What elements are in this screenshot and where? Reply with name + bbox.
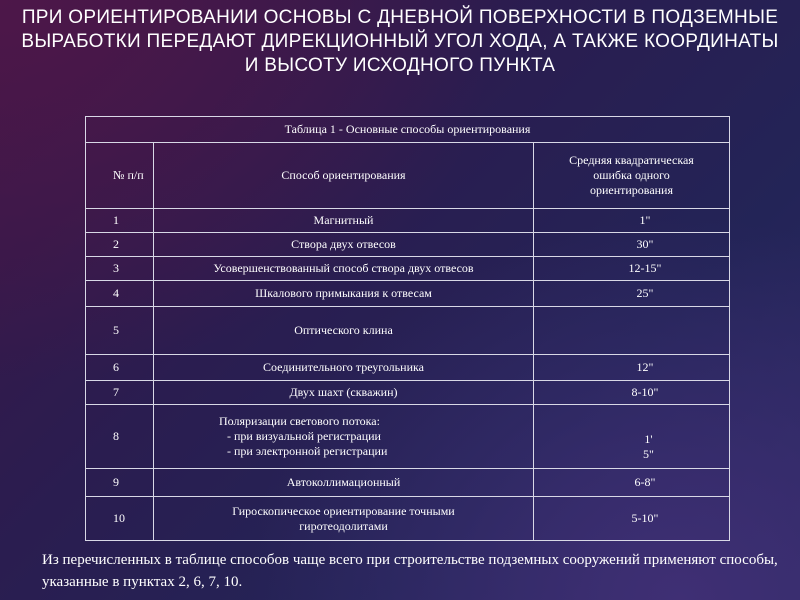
row-error: 6-8" (534, 469, 730, 497)
table-row (86, 355, 730, 381)
row-error: 1" (534, 209, 730, 233)
row-number: 10 (86, 497, 154, 541)
row-method: Автоколлимационный (154, 469, 534, 497)
row-method: Створа двух отвесов (154, 233, 534, 257)
polarization-visual: - при визуальной регистрации (227, 429, 381, 443)
table-row (86, 381, 730, 405)
row-number: 8 (86, 405, 154, 469)
row-error: 25" (534, 281, 730, 307)
row-number: 6 (86, 355, 154, 381)
row-error: 12-15" (534, 257, 730, 281)
header-method: Способ ориентирования (154, 143, 534, 209)
table-row (86, 281, 730, 307)
row-number: 9 (86, 469, 154, 497)
header-error: Средняя квадратическая ошибка одного ориентирования (534, 143, 730, 209)
row-method: Магнитный (154, 209, 534, 233)
table-row (86, 497, 730, 541)
row-number: 2 (86, 233, 154, 257)
row-error (534, 405, 730, 469)
row-number: 5 (86, 307, 154, 355)
polarization-visual-error: 1' (644, 432, 653, 446)
slide-title: ПРИ ОРИЕНТИРОВАНИИ ОСНОВЫ С ДНЕВНОЙ ПОВЕРХНОСТИ В ПОДЗЕМНЫЕ ВЫРАБОТКИ ПЕРЕДАЮТ ДИРЕКЦИОННЫЙ УГОЛ ХОДА, А ТАКЖЕ КООРДИНАТЫ И ВЫСОТУ ИСХОДНОГО ПУНКТА (21, 7, 779, 76)
row-error: 8-10" (534, 381, 730, 405)
header-number: № п/п (86, 143, 154, 209)
table-caption-row (86, 117, 730, 143)
table-row (86, 307, 730, 355)
polarization-title: Поляризации светового потока: (219, 414, 380, 428)
row-method: Гироскопическое ориентирование точными гиротеодолитами (154, 497, 534, 541)
row-error: 5-10" (534, 497, 730, 541)
table-row (86, 469, 730, 497)
row-method: Усовершенствованный способ створа двух отвесов (154, 257, 534, 281)
table-row (86, 405, 730, 469)
row-method (154, 405, 534, 469)
row-number: 7 (86, 381, 154, 405)
row-error: 30" (534, 233, 730, 257)
table-header-row (86, 143, 730, 209)
orientation-methods-table (85, 116, 730, 541)
row-error: 12" (534, 355, 730, 381)
row-method: Шкалового примыкания к отвесам (154, 281, 534, 307)
table-row (86, 233, 730, 257)
footnote-text: Из перечисленных в таблице способов чаще всего при строительстве подземных сооружений применяют способы, указанные в пунктах 2, 6, 7, 10. (42, 552, 778, 590)
table-caption: Таблица 1 - Основные способы ориентирования (86, 117, 730, 143)
table-row (86, 209, 730, 233)
polarization-electronic: - при электронной регистрации (227, 444, 388, 458)
table-row (86, 257, 730, 281)
row-number: 4 (86, 281, 154, 307)
row-number: 3 (86, 257, 154, 281)
row-error (534, 307, 730, 355)
row-method: Оптического клина (154, 307, 534, 355)
row-number: 1 (86, 209, 154, 233)
row-method: Двух шахт (скважин) (154, 381, 534, 405)
row-method: Соединительного треугольника (154, 355, 534, 381)
polarization-electronic-error: 5" (643, 447, 654, 461)
